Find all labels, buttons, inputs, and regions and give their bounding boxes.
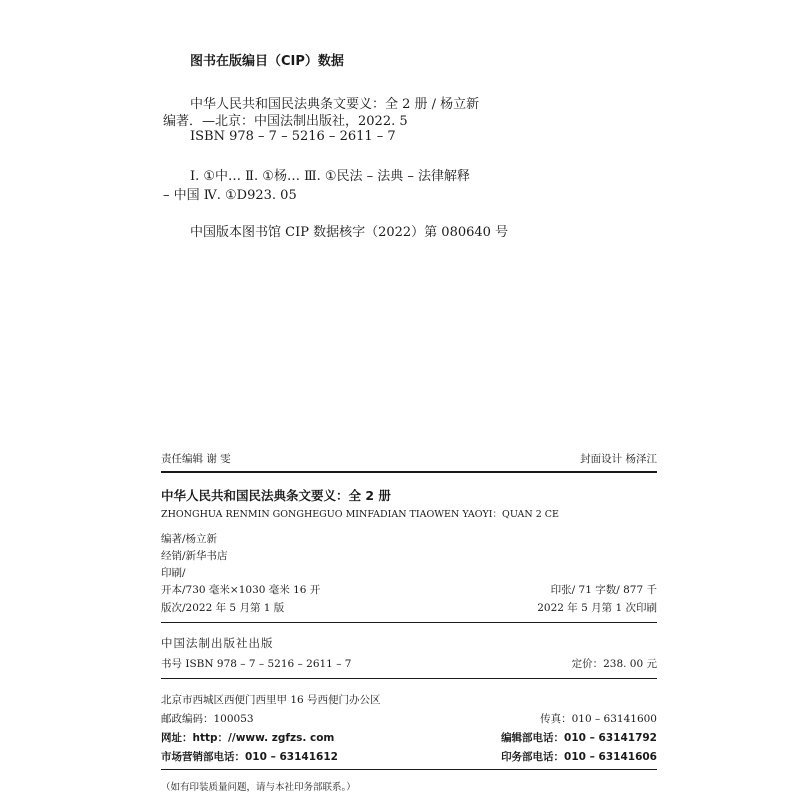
quality-note: （如有印装质量问题，请与本社印务部联系。） xyxy=(161,782,356,793)
edition-line: 版次/2022 年 5 月第 1 版 xyxy=(161,602,285,614)
book-title-cn: 中华人民共和国民法典条文要义：全 2 册 xyxy=(161,488,391,503)
cip-line-6: 中国版本图书馆 CIP 数据核字（2022）第 080640 号 xyxy=(190,225,509,240)
price-line: 定价：238. 00 元 xyxy=(571,658,657,670)
editor-credit: 责任编辑 谢 雯 xyxy=(161,453,231,465)
divider-top xyxy=(161,471,657,473)
cip-heading: 图书在版编目（CIP）数据 xyxy=(190,54,344,69)
marketing-phone-line: 市场营销部电话：010 – 63141612 xyxy=(161,751,338,763)
sheets-words-line: 印张/ 71 字数/ 877 千 xyxy=(550,584,657,596)
postcode-line: 邮政编码：100053 xyxy=(161,713,254,725)
cip-line-5: – 中国 Ⅳ. ①D923. 05 xyxy=(163,188,297,203)
divider-middle xyxy=(161,622,657,623)
divider-footer xyxy=(161,769,657,770)
cip-line-2: 编著．—北京：中国法制出版社，2022. 5 xyxy=(163,114,408,129)
fax-line: 传真：010 – 63141600 xyxy=(540,713,657,725)
cip-line-4: Ⅰ. ①中… Ⅱ. ①杨… Ⅲ. ①民法 – 法典 – 法律解释 xyxy=(190,169,471,184)
book-title-pinyin: ZHONGHUA RENMIN GONGHEGUO MINFADIAN TIAOWEN YAOYI：QUAN 2 CE xyxy=(161,509,559,520)
author-line: 编著/杨立新 xyxy=(161,533,218,545)
publisher-name: 中国法制出版社出版 xyxy=(161,636,274,650)
print-run-line: 2022 年 5 月第 1 次印刷 xyxy=(537,602,657,614)
divider-bottom xyxy=(161,678,657,679)
address-line: 北京市西城区西便门西里甲 16 号西便门办公区 xyxy=(161,694,381,706)
website-line: 网址：http：//www. zgfzs. com xyxy=(161,732,335,744)
cip-line-1: 中华人民共和国民法典条文要义：全 2 册 / 杨立新 xyxy=(190,97,480,112)
isbn-line: 书号 ISBN 978 – 7 – 5216 – 2611 – 7 xyxy=(161,658,352,670)
cover-design-credit: 封面设计 杨泽江 xyxy=(580,453,657,465)
printing-phone-line: 印务部电话：010 – 63141606 xyxy=(501,751,657,763)
format-line: 开本/730 毫米×1030 毫米 16 开 xyxy=(161,584,321,596)
printing-line: 印刷/ xyxy=(161,567,186,579)
editorial-phone-line: 编辑部电话：010 – 63141792 xyxy=(501,732,657,744)
cip-line-3: ISBN 978 – 7 – 5216 – 2611 – 7 xyxy=(190,129,396,144)
distributor-line: 经销/新华书店 xyxy=(161,550,228,562)
